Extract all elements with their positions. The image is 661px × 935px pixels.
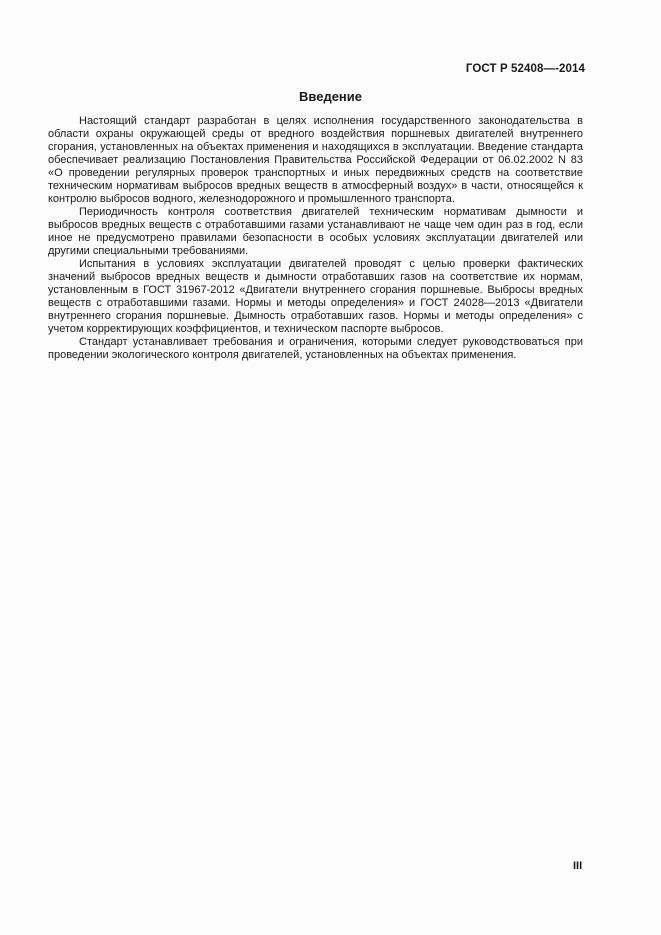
paragraph-testing: Испытания в условиях эксплуатации двигателей проводят с целью проверки фактических значений выбросов вредных веществ и дымности отработавших газов на соответствие их нормам, установленным в ГОСТ 31967-2012 «Двигатели внутреннего сгорания поршневые. Выбросы вредных веществ с отработавшими газами. Нормы и методы определения» и ГОСТ 24028—2013 «Двигатели внутреннего сгорания поршневые. Дымность отработавших газов. Нормы и методы определения» с учетом корректирующих коэффициентов, и техническом паспорте выбросов. <box>48 258 583 335</box>
paragraph-scope: Стандарт устанавливает требования и ограничения, которыми следует руководствоваться при проведении экологического контроля двигателей, установленных на объектах применения. <box>48 336 583 361</box>
section-title: Введение <box>299 89 362 104</box>
paragraph-periodicity: Периодичность контроля соответствия двигателей техническим нормативам дымности и выбросов вредных веществ с отработавшими газами устанавливают не чаще чем один раз в год, если иное не предусмотрено правилами безопасности в особых условиях эксплуатации двигателей или другими специальными требованиями. <box>48 206 583 257</box>
section-body <box>48 115 583 362</box>
paragraph-purpose: Настоящий стандарт разработан в целях исполнения государственного законодательства в области охраны окружающей среды от вредного воздействия поршневых двигателей внутреннего сгорания, установленных на объектах применения и находящихся в эксплуатации. Введение стандарта обеспечивает реализацию Постановления Правительства Российской Федерации от 06.02.2002 N 83 «О проведении регулярных проверок транспортных и иных передвижных средств на соответствие техническим нормативам выбросов вредных веществ в атмосферный воздух» в части, относящейся к контролю выбросов водного, железнодорожного и промышленного транспорта. <box>48 115 583 205</box>
document-code: ГОСТ Р 52408—-2014 <box>465 63 585 75</box>
page-number: III <box>573 860 583 872</box>
